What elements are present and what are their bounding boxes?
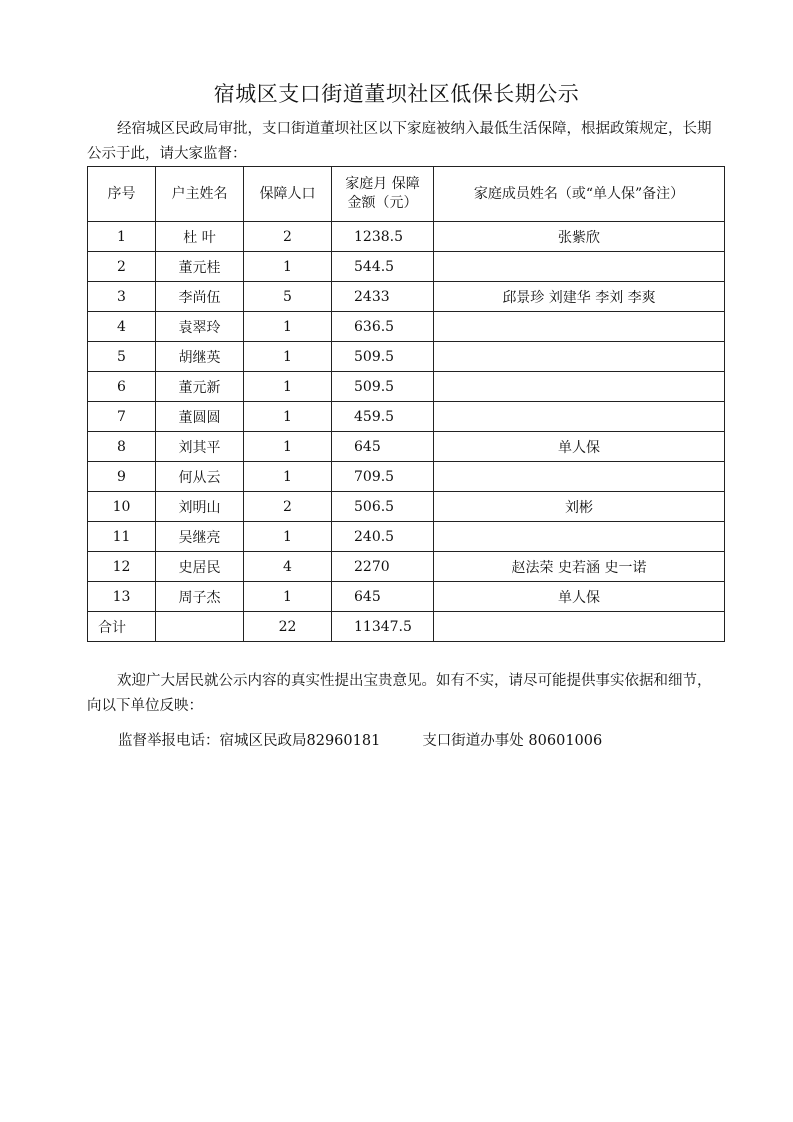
total-members — [434, 612, 725, 642]
header-amount-line2: 金额（元） — [347, 195, 418, 211]
row-members — [434, 462, 725, 492]
intro-paragraph: 经宿城区民政局审批，支口街道董坝社区以下家庭被纳入最低生活保障，根据政策规定，长期公示于此，请大家监督： — [87, 121, 712, 162]
row-persons: 1 — [244, 372, 332, 402]
row-persons: 1 — [244, 462, 332, 492]
header-persons: 保障人口 — [244, 167, 332, 222]
row-head-name: 杜 叶 — [156, 222, 244, 252]
row-index: 3 — [88, 282, 156, 312]
row-head-name: 胡继英 — [156, 342, 244, 372]
row-amount: 2433 — [332, 282, 434, 312]
row-head-name: 董圆圆 — [156, 402, 244, 432]
table-row — [88, 552, 725, 582]
contact-office: 支口街道办事处 80601006 — [422, 733, 603, 749]
row-head-name: 李尚伍 — [156, 282, 244, 312]
row-amount: 645 — [332, 582, 434, 612]
row-amount: 544.5 — [332, 252, 434, 282]
row-members — [434, 342, 725, 372]
row-persons: 1 — [244, 312, 332, 342]
row-index: 5 — [88, 342, 156, 372]
row-index: 6 — [88, 372, 156, 402]
row-amount: 636.5 — [332, 312, 434, 342]
table-row — [88, 462, 725, 492]
row-members: 赵法荣 史若涵 史一诺 — [434, 552, 725, 582]
contact-line — [118, 729, 602, 750]
row-persons: 2 — [244, 222, 332, 252]
header-head-name: 户主姓名 — [156, 167, 244, 222]
row-persons: 1 — [244, 432, 332, 462]
header-members: 家庭成员姓名（或“单人保”备注） — [434, 167, 725, 222]
row-persons: 1 — [244, 342, 332, 372]
table-row — [88, 342, 725, 372]
header-amount — [332, 167, 434, 222]
subsidy-table — [87, 166, 725, 642]
header-amount-line1: 家庭月 保障 — [345, 176, 420, 192]
total-persons: 22 — [244, 612, 332, 642]
table-row — [88, 582, 725, 612]
row-index: 9 — [88, 462, 156, 492]
total-row — [88, 612, 725, 642]
table-row — [88, 252, 725, 282]
row-amount: 1238.5 — [332, 222, 434, 252]
table-header-row — [88, 167, 725, 222]
row-members: 邱景珍 刘建华 李刘 李爽 — [434, 282, 725, 312]
row-persons: 1 — [244, 582, 332, 612]
row-head-name: 史居民 — [156, 552, 244, 582]
row-head-name: 董元新 — [156, 372, 244, 402]
table-row — [88, 432, 725, 462]
contact-bureau: 宿城区民政局82960181 — [219, 733, 381, 749]
row-head-name: 董元桂 — [156, 252, 244, 282]
row-members — [434, 372, 725, 402]
row-head-name: 袁翠玲 — [156, 312, 244, 342]
contact-label: 监督举报电话： — [118, 733, 220, 749]
row-members: 张紫欣 — [434, 222, 725, 252]
row-head-name: 何从云 — [156, 462, 244, 492]
row-amount: 645 — [332, 432, 434, 462]
row-index: 4 — [88, 312, 156, 342]
row-amount: 2270 — [332, 552, 434, 582]
row-index: 13 — [88, 582, 156, 612]
row-amount: 509.5 — [332, 372, 434, 402]
row-head-name: 吴继亮 — [156, 522, 244, 552]
row-members: 单人保 — [434, 582, 725, 612]
table-row — [88, 282, 725, 312]
row-members — [434, 252, 725, 282]
row-index: 2 — [88, 252, 156, 282]
row-persons: 1 — [244, 252, 332, 282]
row-members — [434, 312, 725, 342]
total-name — [156, 612, 244, 642]
row-persons: 1 — [244, 402, 332, 432]
row-amount: 709.5 — [332, 462, 434, 492]
row-amount: 459.5 — [332, 402, 434, 432]
row-amount: 240.5 — [332, 522, 434, 552]
row-head-name: 刘其平 — [156, 432, 244, 462]
row-members — [434, 522, 725, 552]
row-persons: 4 — [244, 552, 332, 582]
row-amount: 506.5 — [332, 492, 434, 522]
row-head-name: 周子杰 — [156, 582, 244, 612]
table-row — [88, 522, 725, 552]
row-persons: 2 — [244, 492, 332, 522]
table-row — [88, 492, 725, 522]
row-persons: 5 — [244, 282, 332, 312]
row-index: 7 — [88, 402, 156, 432]
page-title: 宿城区支口街道董坝社区低保长期公示 — [213, 82, 580, 106]
header-index: 序号 — [88, 167, 156, 222]
row-index: 12 — [88, 552, 156, 582]
row-index: 11 — [88, 522, 156, 552]
total-amount: 11347.5 — [332, 612, 434, 642]
row-members — [434, 402, 725, 432]
table-row — [88, 312, 725, 342]
table-body — [88, 222, 725, 612]
row-members: 刘彬 — [434, 492, 725, 522]
row-members: 单人保 — [434, 432, 725, 462]
row-index: 1 — [88, 222, 156, 252]
total-label: 合计 — [88, 612, 156, 642]
closing-paragraph: 欢迎广大居民就公示内容的真实性提出宝贵意见。如有不实，请尽可能提供事实依据和细节，向以下单位反映： — [87, 673, 712, 714]
row-head-name: 刘明山 — [156, 492, 244, 522]
row-persons: 1 — [244, 522, 332, 552]
table-row — [88, 372, 725, 402]
row-amount: 509.5 — [332, 342, 434, 372]
table-row — [88, 402, 725, 432]
row-index: 8 — [88, 432, 156, 462]
row-index: 10 — [88, 492, 156, 522]
table-row — [88, 222, 725, 252]
